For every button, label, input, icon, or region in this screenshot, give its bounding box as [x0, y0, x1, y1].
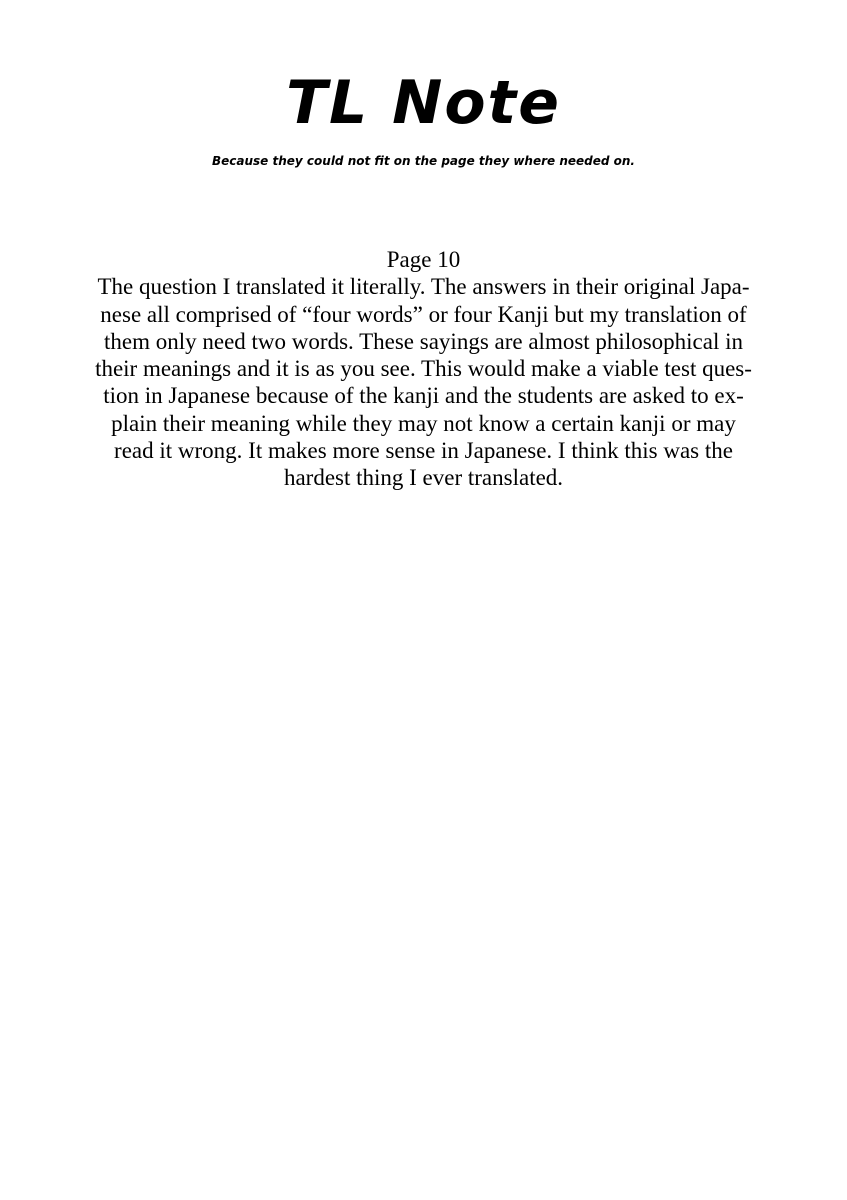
- note-line: tion in Japanese because of the kanji and the students are asked to ex-: [103, 383, 744, 409]
- translation-note: [60, 246, 787, 492]
- note-line: read it wrong. It makes more sense in Japanese. I think this was the: [114, 438, 733, 464]
- page-subtitle: Because they could not fit on the page they where needed on.: [212, 154, 635, 168]
- note-line: them only need two words. These sayings are almost philosophical in: [104, 328, 743, 354]
- note-line: their meanings and it is as you see. This would make a viable test ques-: [95, 356, 752, 382]
- note-line: nese all comprised of “four words” or four Kanji but my translation of: [100, 301, 747, 327]
- note-line: plain their meaning while they may not know a certain kanji or may: [111, 410, 736, 436]
- note-page-label: Page 10: [386, 247, 461, 272]
- note-line: hardest thing I ever translated.: [283, 465, 564, 491]
- page-title: TL Note: [286, 68, 561, 138]
- note-line: The question I translated it literally. The answers in their original Japa-: [97, 274, 750, 300]
